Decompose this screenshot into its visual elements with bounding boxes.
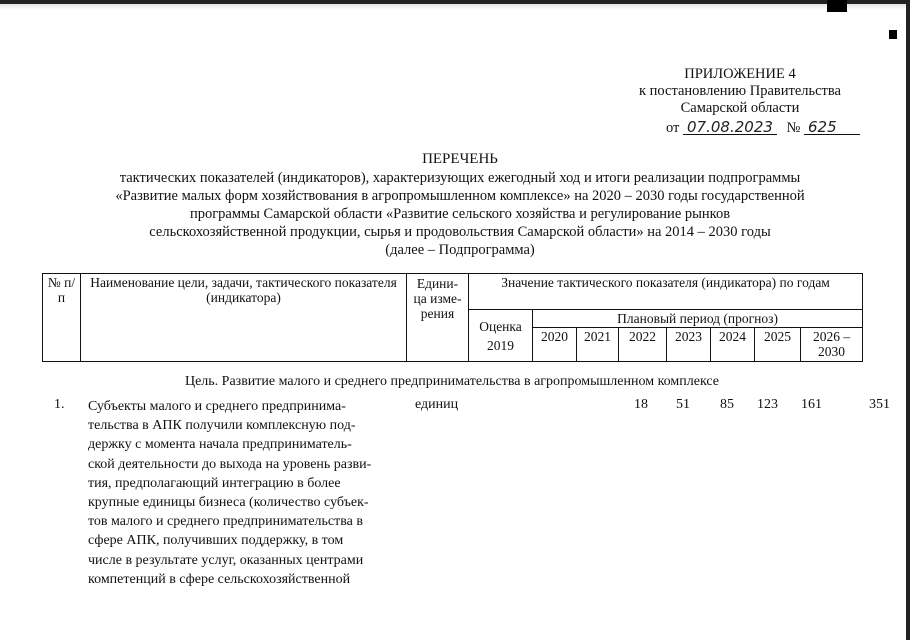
description-line: числе в результате услуг, оказанных центрами: [88, 552, 364, 568]
heading-line: (далее – Подпрограмма): [385, 242, 535, 258]
scan-mark: [827, 0, 847, 12]
header-unit: Едини- ца изме- рения: [407, 274, 469, 362]
heading-line: «Развитие малых форм хозяйствования в агропромышленном комплексе» на 2020 – 2030 годы государственной: [115, 188, 805, 204]
heading-line: программы Самарской области «Развитие сельского хозяйства и регулирование рынков: [189, 206, 731, 222]
header-estimate: [469, 310, 533, 362]
heading-title: ПЕРЕЧЕНЬ: [422, 151, 498, 167]
appendix-date-line: [560, 120, 860, 137]
row-unit: единиц: [415, 397, 459, 412]
goal-row: Цель. Развитие малого и среднего предпринимательства в агропромышленном комплексе: [184, 374, 720, 389]
document-heading: [80, 150, 840, 259]
description-line: тия, предполагающий интеграцию в более: [88, 475, 341, 491]
description-line: тов малого и среднего предпринимательства в: [88, 514, 363, 530]
header-name: Наименование цели, задачи, тактического показателя (индикатора): [81, 274, 407, 362]
appendix-line: к постановлению Правительства: [639, 83, 841, 99]
header-estimate-label: Оценка: [479, 318, 522, 334]
scan-edge-right: [906, 0, 910, 640]
description-line: компетенций в сфере сельскохозяйственной: [88, 571, 351, 587]
row-value-2023: 123: [757, 397, 778, 412]
header-year: 2020: [533, 328, 577, 362]
heading-line: тактических показателей (индикаторов), характеризующих ежегодный ход и итоги реализации подпрограммы: [119, 170, 801, 186]
header-year: 2025: [755, 328, 801, 362]
description-line: крупные единицы бизнеса (количество субъек-: [88, 495, 369, 511]
description-line: тельства в АПК получили комплексную под-: [88, 418, 356, 434]
header-values: Значение тактического показателя (индикатора) по годам: [469, 274, 863, 310]
number-prefix: №: [786, 120, 801, 136]
row-description: [88, 397, 402, 589]
appendix-title: ПРИЛОЖЕНИЕ 4: [684, 66, 796, 82]
scan-mark: [889, 30, 897, 39]
heading-line: сельскохозяйственной продукции, сырья и продовольствия Самарской области» на 2014 – 2030 годы: [149, 224, 771, 240]
header-year: 2021: [577, 328, 619, 362]
header-plan: Плановый период (прогноз): [533, 310, 863, 328]
description-line: Субъекты малого и среднего предпринима-: [88, 399, 346, 414]
header-year: 2023: [667, 328, 711, 362]
description-line: сфере АПК, получивших поддержку, в том: [88, 533, 344, 549]
date-prefix: от: [665, 120, 680, 136]
appendix-block: [560, 66, 860, 137]
indicator-table-header: [42, 273, 863, 362]
handwritten-number: 625: [804, 120, 860, 135]
scan-edge-top: [0, 0, 910, 4]
header-year: 2026 – 2030: [801, 328, 863, 362]
row-number: 1.: [54, 397, 65, 412]
description-line: держку с момента начала предприниматель-: [88, 437, 352, 453]
appendix-line: Самарской области: [680, 100, 800, 116]
header-estimate-year: 2019: [487, 337, 514, 353]
header-year: 2022: [619, 328, 667, 362]
header-year: 2024: [711, 328, 755, 362]
row-value-2020: 18: [634, 397, 648, 412]
row-value-2026-2030: 351: [869, 397, 890, 412]
description-line: ской деятельности до выхода на уровень разви-: [88, 456, 372, 472]
header-number: № п/п: [43, 274, 81, 362]
row-value-2024: 161: [801, 397, 822, 412]
handwritten-date: 07.08.2023: [683, 120, 777, 135]
row-value-2022: 85: [720, 397, 734, 412]
row-value-2021: 51: [676, 397, 690, 412]
